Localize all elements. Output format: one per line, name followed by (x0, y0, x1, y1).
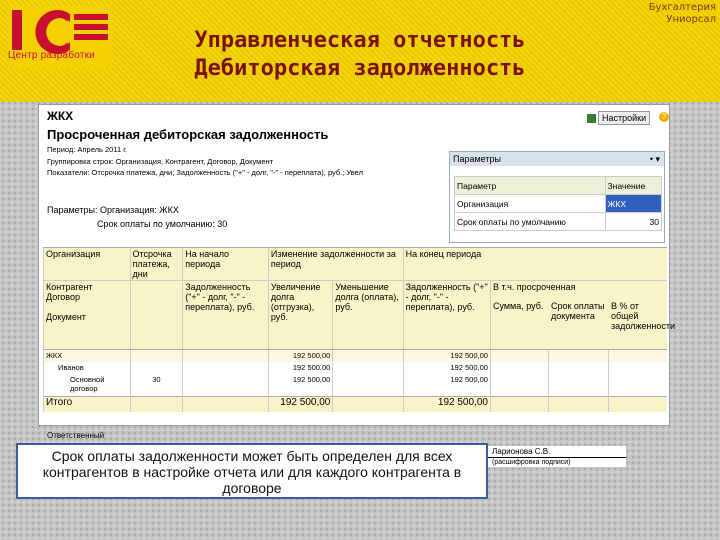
row-decrease (333, 374, 403, 397)
cell-empty (609, 362, 667, 374)
param-value-field[interactable]: ЖКХ (605, 195, 661, 213)
settings-button[interactable] (587, 113, 650, 123)
total-end: 192 500,00 (403, 397, 490, 413)
row-end: 192 500,00 (403, 362, 490, 374)
cell-empty (549, 397, 609, 413)
cell-empty (490, 350, 548, 363)
table-header-row-1 (44, 248, 668, 281)
params-col-param: Параметр (455, 177, 606, 195)
row-days (130, 350, 183, 363)
param-organization: Организация: ЖКХ (100, 205, 179, 215)
col-header: На конец периода (403, 248, 667, 281)
cell-empty (609, 397, 667, 413)
col-header: Контрагент Договор Документ (44, 281, 131, 350)
col-header: Задолженность ("+" - долг, "-" - переплата), руб. (403, 281, 490, 350)
col-header: Отсрочка платежа, дни (130, 248, 183, 281)
params-label: Параметры: (47, 205, 98, 215)
cell-empty (130, 397, 183, 413)
cell-empty (183, 397, 269, 413)
signature-responsible: Ответственный (47, 431, 105, 440)
row-increase: 192 500,00 (268, 374, 333, 397)
col-header: Организация (44, 248, 131, 281)
slide-title-line-1: Управленческая отчетность (194, 28, 526, 53)
panel-menu-icon[interactable]: • ▾ (649, 154, 660, 164)
col-header: В % от общей задолженности (610, 301, 676, 331)
col-header-empty (130, 281, 183, 350)
col-header: В т.ч. просроченная (492, 282, 576, 292)
row-increase: 192 500,00 (268, 362, 333, 374)
params-col-value: Значение (605, 177, 661, 195)
overdue-subheaders (491, 293, 676, 331)
brand-line-2: Униорсал (666, 14, 716, 25)
settings-label: Настройки (598, 111, 650, 125)
row-name: Основной договор (44, 374, 131, 397)
row-start (183, 362, 269, 374)
row-days (130, 362, 183, 374)
row-name: ЖКХ (44, 350, 131, 363)
param-payment-term: Срок оплаты по умолчанию: 30 (97, 219, 228, 229)
col-header: На начало периода (183, 248, 269, 281)
report-title: ЖКХ (47, 109, 74, 123)
col-header: Срок оплаты документа (550, 301, 605, 321)
cell-empty (549, 362, 609, 374)
total-row (44, 397, 668, 413)
row-end: 192 500,00 (403, 350, 490, 363)
params-table (454, 176, 662, 231)
slide-header (0, 0, 720, 102)
param-name: Организация (455, 195, 606, 213)
col-header: Сумма, руб. (492, 301, 544, 311)
slide-title-line-2: Дебиторская задолженность (194, 56, 526, 81)
params-panel (449, 151, 665, 243)
row-days: 30 (130, 374, 183, 397)
brand-line-1: Бухгалтерия (648, 2, 716, 13)
cell-empty (490, 362, 548, 374)
col-header: Уменьшение долга (оплата), руб. (333, 281, 403, 350)
cell-empty (490, 374, 548, 397)
report-subtitle: Просроченная дебиторская задолженность (47, 127, 329, 142)
row-start (183, 350, 269, 363)
cell-empty (333, 397, 403, 413)
col-header: Изменение задолженности за период (268, 248, 403, 281)
table-row[interactable] (44, 350, 668, 363)
total-increase: 192 500,00 (268, 397, 333, 413)
report-table (43, 247, 676, 412)
report-window (38, 104, 676, 440)
grid-icon (587, 114, 596, 123)
col-header: Задолженность ("+" - долг, "-" - переплата), руб. (183, 281, 269, 350)
params-panel-header (450, 152, 664, 166)
params-panel-title: Параметры (453, 154, 501, 164)
param-name: Срок оплаты по умолчанию (455, 213, 606, 231)
row-name: Иванов (44, 362, 131, 374)
row-start (183, 374, 269, 397)
params-row[interactable] (455, 213, 662, 231)
table-row[interactable] (44, 362, 668, 374)
report-period: Период: Апрель 2011 г. (47, 145, 128, 154)
report-indicators: Показатели: Отсрочка платежа, дни; Задолженность ("+" - долг, "-" - переплата), руб.; Увел (47, 168, 363, 177)
report-params-line-1 (47, 205, 179, 215)
cell-empty (609, 374, 667, 397)
row-increase: 192 500,00 (268, 350, 333, 363)
params-header-row (455, 177, 662, 195)
row-decrease (333, 350, 403, 363)
overdue-header-group (490, 281, 676, 350)
cell-empty (549, 350, 609, 363)
params-row[interactable] (455, 195, 662, 213)
table-header-row-2 (44, 281, 668, 350)
cell-empty (490, 397, 548, 413)
callout-note: Срок оплаты задолженности может быть определен для всех контрагентов в настройке отчета или для каждого контрагента в договоре (16, 443, 488, 499)
table-row[interactable] (44, 374, 668, 397)
row-decrease (333, 362, 403, 374)
col-header: Увеличение долга (отгрузка), руб. (268, 281, 333, 350)
cell-empty (549, 374, 609, 397)
signature-caption: (расшифровка подписи) (488, 458, 626, 467)
report-grouping: Группировка строк: Организация, Контрагент, Договор, Документ (47, 157, 274, 166)
logo-subtitle: Центр разработки (8, 50, 95, 61)
help-icon[interactable]: ? (659, 112, 669, 122)
brand-label (649, 2, 716, 26)
signature-name: Ларионова С.В. (488, 446, 626, 458)
param-value-field[interactable]: 30 (605, 213, 661, 231)
row-end: 192 500,00 (403, 374, 490, 397)
cell-empty (609, 350, 667, 363)
total-label: Итого (44, 397, 131, 413)
